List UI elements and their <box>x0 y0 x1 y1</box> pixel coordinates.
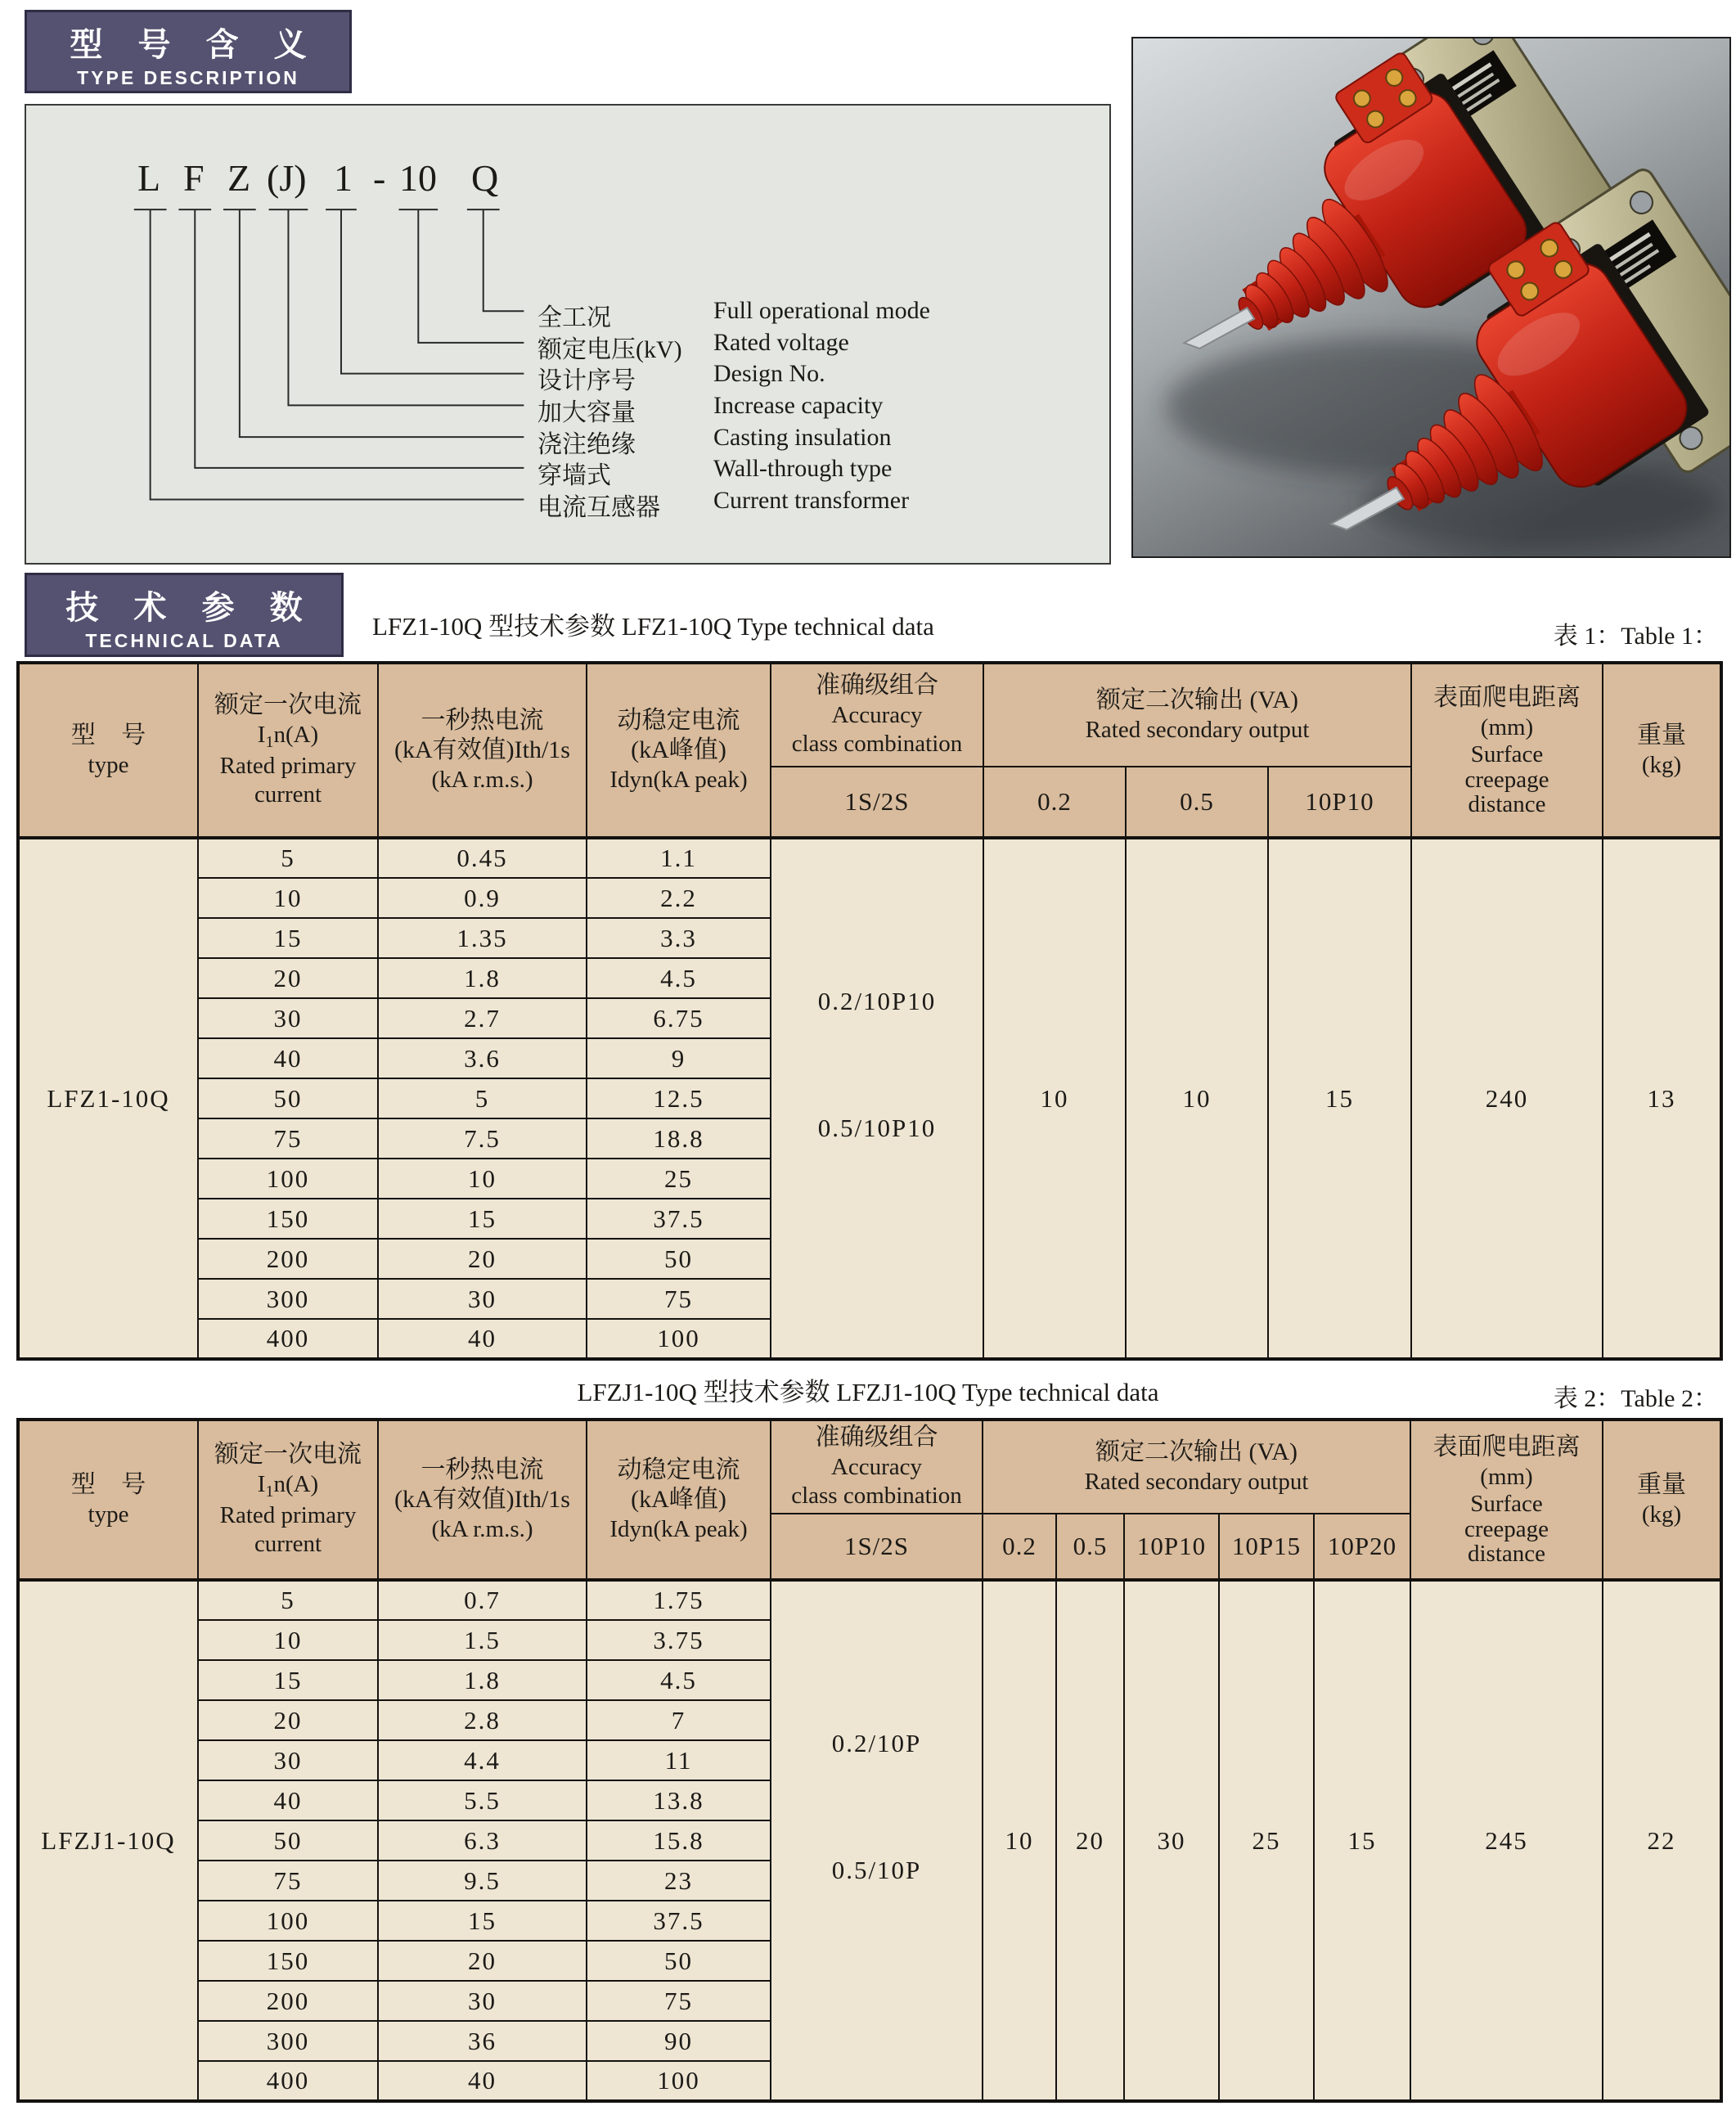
cell-primary: 5 <box>198 1580 378 1620</box>
designation-cn: 穿墙式 <box>537 462 611 489</box>
cell-idyn: 4.5 <box>587 958 771 998</box>
th-accuracy-sub: 1S/2S <box>771 1514 983 1580</box>
designation-cn: 浇注绝缘 <box>537 431 636 458</box>
th-output-0.2: 0.2 <box>983 1514 1056 1580</box>
cell-idyn: 50 <box>587 1941 771 1981</box>
type-cell: LFZJ1-10Q <box>18 1580 198 2101</box>
designation-cn: 全工况 <box>537 304 611 331</box>
badge-title-en: TECHNICAL DATA <box>85 630 283 651</box>
cell-ith: 5 <box>378 1078 587 1118</box>
cell-primary: 30 <box>198 1740 378 1780</box>
th-output-10P20: 10P20 <box>1314 1514 1410 1580</box>
cell-ith: 10 <box>378 1159 587 1199</box>
cell-ith: 4.4 <box>378 1740 587 1780</box>
cell-ith: 1.35 <box>378 918 587 958</box>
th-creepage-distance: 表面爬电距离 (mm) Surface creepage distance <box>1411 663 1603 838</box>
table-row <box>18 838 1721 878</box>
code-letter-Q: Q <box>471 157 499 199</box>
technical-data-badge <box>25 573 344 657</box>
weight-cell: 13 <box>1603 838 1721 1359</box>
output-cell: 20 <box>1056 1580 1124 2101</box>
output-cell: 10 <box>983 1580 1056 2101</box>
current-transformer-illustration <box>1133 38 1729 556</box>
cell-ith: 1.8 <box>378 1660 587 1700</box>
cell-ith: 1.8 <box>378 958 587 998</box>
cell-idyn: 1.1 <box>587 838 771 878</box>
cell-ith: 0.9 <box>378 878 587 918</box>
cell-idyn: 2.2 <box>587 878 771 918</box>
cell-ith: 20 <box>378 1239 587 1279</box>
cell-idyn: 1.75 <box>587 1580 771 1620</box>
cell-ith: 30 <box>378 1981 587 2021</box>
cell-primary: 150 <box>198 1199 378 1239</box>
designation-en: Design No. <box>713 360 825 387</box>
cell-idyn: 13.8 <box>587 1780 771 1820</box>
code-digit-10: 10 <box>399 157 437 199</box>
th-weight: 重量 (kg) <box>1603 1420 1721 1580</box>
type-description-badge <box>25 10 352 93</box>
output-cell: 15 <box>1268 838 1411 1359</box>
cell-idyn: 90 <box>587 2021 771 2061</box>
cell-ith: 0.7 <box>378 1580 587 1620</box>
cell-idyn: 75 <box>587 1981 771 2021</box>
th-accuracy-class: 准确级组合 Accuracy class combination <box>771 1420 983 1514</box>
designation-en: Wall-through type <box>713 455 893 482</box>
cell-ith: 2.8 <box>378 1700 587 1740</box>
th-creepage-distance: 表面爬电距离 (mm) Surface creepage distance <box>1410 1420 1603 1580</box>
cell-idyn: 4.5 <box>587 1660 771 1700</box>
accuracy-cell: 0.2/10P10 0.5/10P10 <box>771 838 983 1359</box>
code-digit-1: 1 <box>334 157 353 199</box>
output-cell: 10 <box>983 838 1126 1359</box>
cell-idyn: 100 <box>587 2061 771 2101</box>
th-primary-current: 额定一次电流 $I_1n(A)$ Rated primary current <box>198 663 378 838</box>
th-rated-secondary-output: 额定二次输出 (VA) Rated secondary output <box>983 663 1411 767</box>
cell-ith: 5.5 <box>378 1780 587 1820</box>
designation-cn: 设计序号 <box>537 367 636 394</box>
cell-ith: 40 <box>378 1319 587 1359</box>
output-cell: 25 <box>1219 1580 1314 2101</box>
cell-ith: 9.5 <box>378 1861 587 1901</box>
designation-en: Current transformer <box>713 487 910 514</box>
cell-ith: 15 <box>378 1199 587 1239</box>
creepage-cell: 245 <box>1410 1580 1603 2101</box>
weight-cell: 22 <box>1603 1580 1721 2101</box>
output-cell: 15 <box>1314 1580 1410 2101</box>
cell-primary: 15 <box>198 918 378 958</box>
cell-ith: 36 <box>378 2021 587 2061</box>
th-type: 型 号 type <box>18 1420 198 1580</box>
table1-label: 表 1：Table 1： <box>1553 623 1718 650</box>
cell-ith: 6.3 <box>378 1820 587 1861</box>
type-cell: LFZ1-10Q <box>18 838 198 1359</box>
table2-label: 表 2：Table 2： <box>1553 1385 1718 1412</box>
th-accuracy-sub: 1S/2S <box>771 767 983 838</box>
cell-ith: 40 <box>378 2061 587 2101</box>
cell-idyn: 12.5 <box>587 1078 771 1118</box>
badge-title-en: TYPE DESCRIPTION <box>77 67 299 88</box>
designation-cn: 加大容量 <box>537 399 636 426</box>
badge-title-cn: 技 术 参 数 <box>65 590 316 626</box>
cell-primary: 5 <box>198 838 378 878</box>
th-dynamic-current: 动稳定电流 (kA峰值) Idyn(kA peak) <box>587 663 771 838</box>
table-lfz1-10q <box>16 661 1723 1361</box>
cell-primary: 150 <box>198 1941 378 1981</box>
cell-ith: 15 <box>378 1901 587 1941</box>
designation-en: Full operational mode <box>713 297 930 324</box>
cell-primary: 40 <box>198 1038 378 1078</box>
output-cell: 30 <box>1124 1580 1219 2101</box>
cell-primary: 200 <box>198 1239 378 1279</box>
th-accuracy-class: 准确级组合 Accuracy class combination <box>771 663 983 767</box>
cell-ith: 20 <box>378 1941 587 1981</box>
cell-idyn: 7 <box>587 1700 771 1740</box>
designation-en: Rated voltage <box>713 329 849 356</box>
creepage-cell: 240 <box>1411 838 1603 1359</box>
cell-primary: 40 <box>198 1780 378 1820</box>
th-type: 型 号 type <box>18 663 198 838</box>
code-letter-L: L <box>137 157 161 199</box>
th-rated-secondary-output: 额定二次输出 (VA) Rated secondary output <box>983 1420 1410 1514</box>
cell-idyn: 50 <box>587 1239 771 1279</box>
cell-ith: 0.45 <box>378 838 587 878</box>
cell-primary: 30 <box>198 998 378 1038</box>
cell-primary: 300 <box>198 1279 378 1319</box>
th-output-0.5: 0.5 <box>1056 1514 1124 1580</box>
cell-idyn: 6.75 <box>587 998 771 1038</box>
cell-primary: 300 <box>198 2021 378 2061</box>
th-output-0.5: 0.5 <box>1126 767 1268 838</box>
cell-primary: 50 <box>198 1078 378 1118</box>
cell-idyn: 25 <box>587 1159 771 1199</box>
designation-en: Increase capacity <box>713 392 884 419</box>
table1-title: LFZ1-10Q 型技术参数 LFZ1-10Q Type technical data <box>372 612 934 641</box>
cell-idyn: 37.5 <box>587 1901 771 1941</box>
cell-primary: 20 <box>198 958 378 998</box>
cell-primary: 400 <box>198 2061 378 2101</box>
cell-idyn: 9 <box>587 1038 771 1078</box>
code-letter-J: (J) <box>267 157 307 199</box>
badge-title-cn: 型 号 含 义 <box>70 27 320 63</box>
type-designation-diagram <box>25 104 1111 565</box>
th-primary-current: 额定一次电流 $I_1n(A)$ Rated primary current <box>198 1420 378 1580</box>
cell-primary: 50 <box>198 1820 378 1861</box>
code-letter-Z: Z <box>227 157 251 199</box>
cell-primary: 400 <box>198 1319 378 1359</box>
th-output-0.2: 0.2 <box>983 767 1126 838</box>
cell-idyn: 37.5 <box>587 1199 771 1239</box>
cell-idyn: 3.75 <box>587 1620 771 1660</box>
th-weight: 重量 (kg) <box>1603 663 1721 838</box>
table2-title: LFZJ1-10Q 型技术参数 LFZJ1-10Q Type technical data <box>577 1378 1159 1406</box>
th-thermal-current: 一秒热电流 (kA有效值)Ith/1s (kA r.m.s.) <box>378 1420 587 1580</box>
cell-primary: 20 <box>198 1700 378 1740</box>
th-dynamic-current: 动稳定电流 (kA峰值) Idyn(kA peak) <box>587 1420 771 1580</box>
cell-primary: 100 <box>198 1159 378 1199</box>
cell-idyn: 18.8 <box>587 1118 771 1159</box>
cell-idyn: 75 <box>587 1279 771 1319</box>
cell-ith: 2.7 <box>378 998 587 1038</box>
cell-ith: 3.6 <box>378 1038 587 1078</box>
cell-ith: 1.5 <box>378 1620 587 1660</box>
cell-idyn: 15.8 <box>587 1820 771 1861</box>
cell-idyn: 3.3 <box>587 918 771 958</box>
table-row <box>18 1580 1721 1620</box>
cell-primary: 100 <box>198 1901 378 1941</box>
cell-primary: 75 <box>198 1118 378 1159</box>
th-thermal-current: 一秒热电流 (kA有效值)Ith/1s (kA r.m.s.) <box>378 663 587 838</box>
cell-idyn: 11 <box>587 1740 771 1780</box>
accuracy-cell: 0.2/10P 0.5/10P <box>771 1580 983 2101</box>
cell-idyn: 100 <box>587 1319 771 1359</box>
code-dash: - <box>373 157 386 199</box>
cell-primary: 10 <box>198 1620 378 1660</box>
designation-cn: 额定电压(kV) <box>537 336 682 363</box>
cell-ith: 30 <box>378 1279 587 1319</box>
cell-ith: 7.5 <box>378 1118 587 1159</box>
th-output-10P10: 10P10 <box>1124 1514 1219 1580</box>
table-lfzj1-10q <box>16 1418 1723 2103</box>
th-output-10P15: 10P15 <box>1219 1514 1314 1580</box>
designation-en: Casting insulation <box>713 424 892 451</box>
designation-cn: 电流互感器 <box>537 494 660 521</box>
cell-idyn: 23 <box>587 1861 771 1901</box>
output-cell: 10 <box>1126 838 1268 1359</box>
cell-primary: 15 <box>198 1660 378 1700</box>
cell-primary: 200 <box>198 1981 378 2021</box>
product-photo <box>1131 37 1731 558</box>
cell-primary: 75 <box>198 1861 378 1901</box>
cell-primary: 10 <box>198 878 378 918</box>
code-letter-F: F <box>183 157 205 199</box>
th-output-10P10: 10P10 <box>1268 767 1411 838</box>
